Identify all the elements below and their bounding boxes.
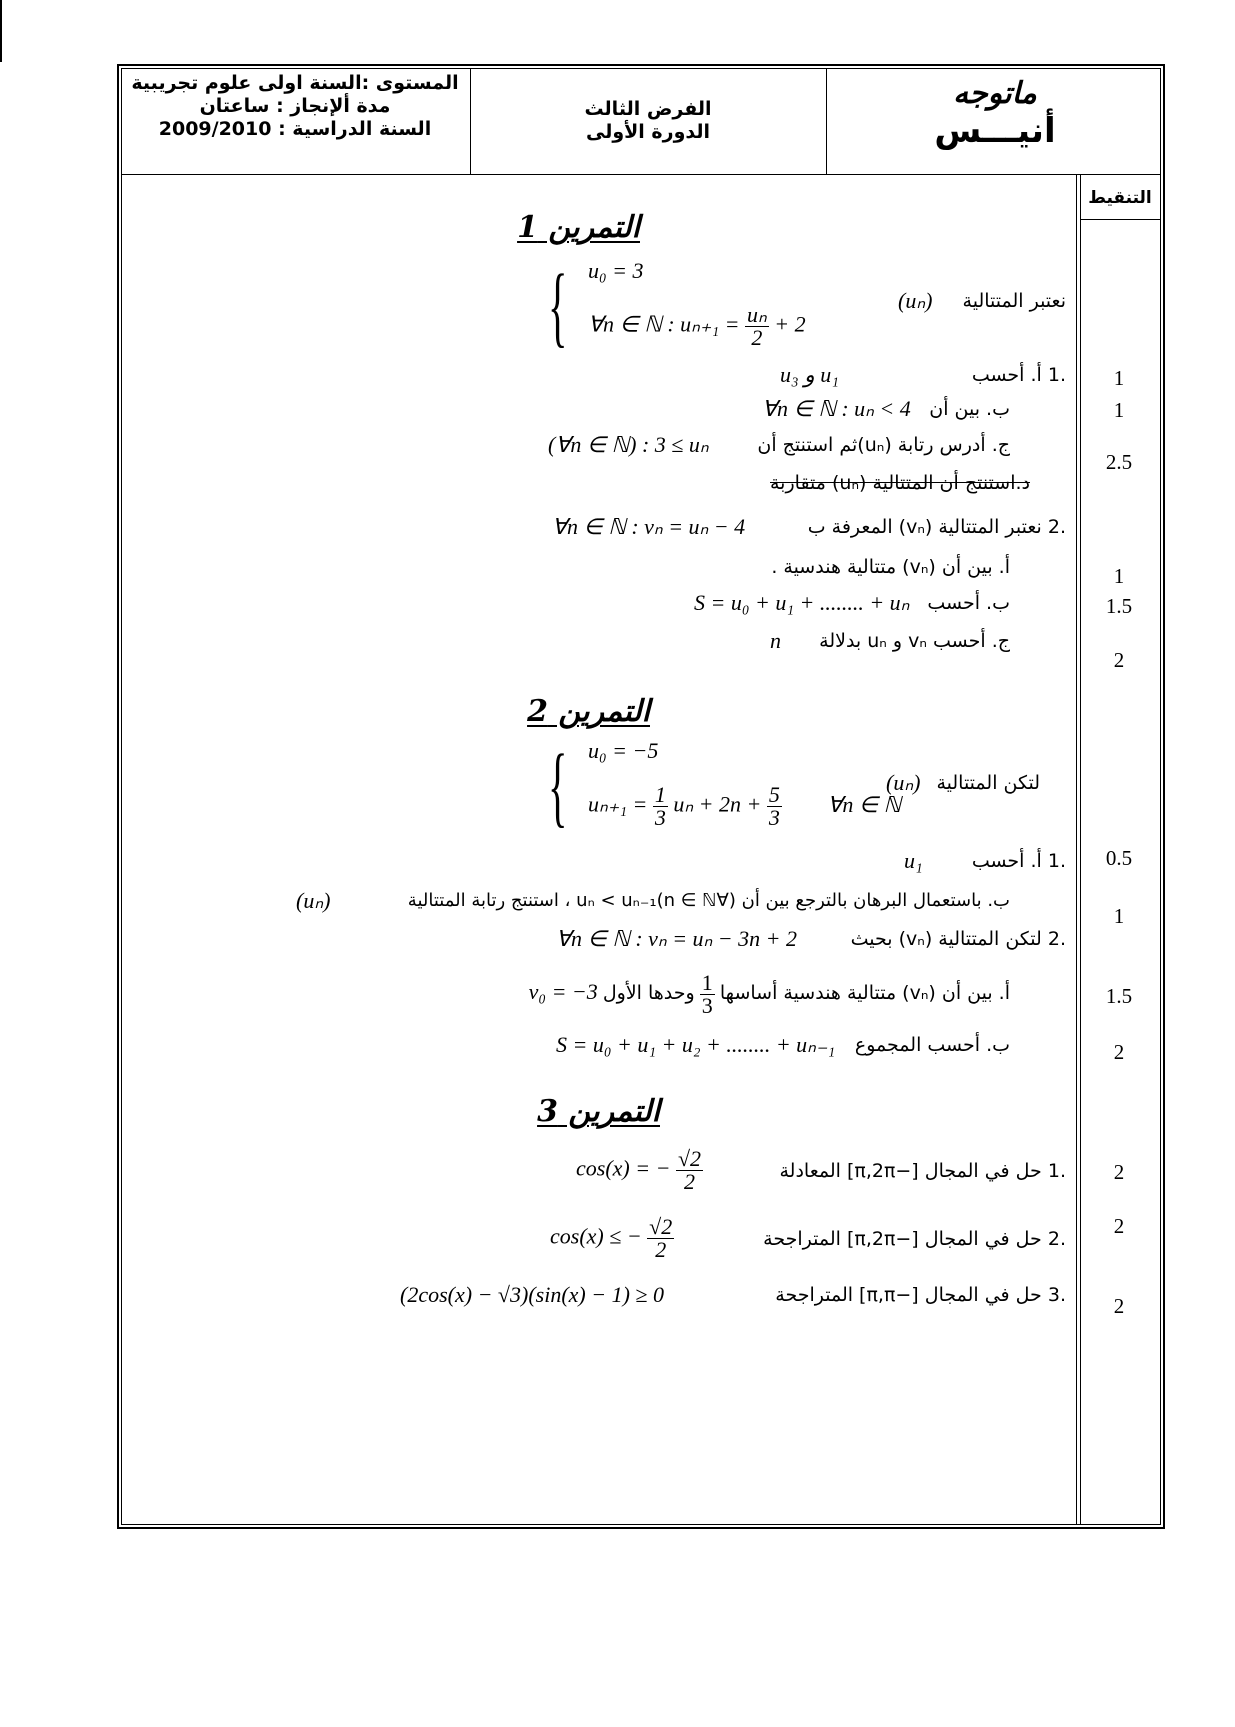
points-ex2-q1a: 0.5	[1105, 846, 1133, 870]
fraction-numerator: √2	[677, 1146, 702, 1171]
grading-column-label: التنقيط	[1088, 188, 1152, 208]
ex1-q1a-text: .1 أ. أحسب	[971, 364, 1066, 386]
ex2-system-fraction-1	[653, 784, 668, 829]
ex2-system-line2	[588, 784, 901, 829]
ex1-q1a-math: u₃ و u₁	[780, 362, 839, 387]
fraction-denominator: 3	[654, 805, 666, 830]
ex1-system-line2-rhs: + 2	[774, 311, 806, 337]
points-ex1-q2a: 1	[1113, 564, 1125, 588]
ex1-q2c-text: ج. أحسب vₙ و uₙ بدلالة	[819, 630, 1010, 652]
level-text: المستوى :السنة اولى علوم تجريبية	[131, 72, 459, 94]
ex3-q2-lhs: cos(x) ≤ −	[550, 1223, 642, 1249]
ex1-system-line1: u₀ = 3	[588, 258, 644, 283]
ex2-intro-text: لتكن المتتالية	[936, 772, 1040, 794]
ex1-system-fraction	[745, 304, 769, 349]
ex2-q1b-text: ب. باستعمال البرهان بالترجع بين أن (∀n ∈ ℕ)uₙ < uₙ₋₁ ، استنتج رتابة المتتالية	[407, 890, 1010, 911]
ex2-intro-sequence: (uₙ)	[886, 770, 921, 795]
ex3-q1-text: .1 حل في المجال [−π,2π] المعادلة	[779, 1160, 1066, 1182]
ex2-system-line2-lhs: uₙ₊₁ =	[588, 791, 648, 817]
points-ex1-q1a: 1	[1113, 366, 1125, 390]
ex2-system-line1: u₀ = −5	[588, 738, 659, 763]
ex1-q2b-text: ب. أحسب	[927, 592, 1010, 614]
ex2-system-brace: {	[548, 737, 568, 836]
points-ex2-q2a: 1.5	[1105, 984, 1133, 1008]
header-info-block	[125, 72, 465, 141]
ex1-intro-sequence: (uₙ)	[898, 288, 933, 313]
header-divider	[121, 174, 1161, 175]
exercise-1-title: التمرين 1	[517, 210, 640, 245]
ex1-q2c-math: n	[770, 628, 781, 653]
fraction-denominator: 2	[655, 1237, 667, 1262]
points-ex1-q1c: 2.5	[1105, 450, 1133, 474]
ex2-q2-math: ∀n ∈ ℕ : vₙ = uₙ − 3n + 2	[556, 926, 797, 951]
ex2-q2a-math: v₀ = −3	[528, 979, 598, 1004]
teacher-block	[830, 76, 1160, 151]
grading-column-divider-inner	[1080, 174, 1081, 1525]
ex3-q3-text: .3 حل في المجال [−π,π] المتراجحة	[775, 1284, 1066, 1306]
ex1-q1d-text-struck: د.استنتج أن المتتالية (uₙ) متقاربة	[770, 472, 1030, 494]
ex1-intro-text: نعتبر المتتالية	[962, 290, 1066, 312]
exam-title-block	[475, 98, 821, 144]
fraction-denominator: 3	[768, 805, 780, 830]
session-text: الدورة الأولى	[585, 121, 711, 143]
ex1-q2b-math: S = u₀ + u₁ + ........ + uₙ	[694, 590, 910, 615]
ex1-q2a-text: أ. بين أن (vₙ) متتالية هندسية .	[771, 556, 1010, 578]
school-year-text: السنة الدراسية : 2009/2010	[158, 118, 432, 140]
ex3-q1-fraction	[676, 1148, 703, 1193]
ex2-system-line2-mid: uₙ + 2n +	[673, 791, 762, 817]
ex2-q2b-math: S = u₀ + u₁ + u₂ + ........ + uₙ₋₁	[556, 1032, 836, 1057]
ex1-q1c-text: ج. أدرس رتابة (uₙ)ثم استنتج أن	[757, 434, 1010, 456]
points-ex2-q2b: 2	[1113, 1040, 1125, 1064]
fraction-numerator: √2	[649, 1214, 673, 1239]
header-divider-right	[826, 68, 827, 174]
ex3-q1-math	[576, 1148, 703, 1193]
header-divider-left	[470, 68, 471, 174]
ex2-system-fraction-2	[767, 784, 782, 829]
points-ex1-q1b: 1	[1113, 398, 1125, 422]
teacher-first-name: ماتوجه	[953, 76, 1037, 111]
grading-header-divider	[1080, 219, 1161, 220]
ex2-q1b-math: (uₙ)	[296, 888, 331, 913]
ex2-q1a-text: .1 أ. أحسب	[971, 850, 1066, 872]
ex1-system-brace: {	[548, 257, 568, 356]
ex1-system-line2	[588, 304, 806, 349]
ex3-q2-math	[550, 1216, 674, 1261]
ex2-q2a-text-a: أ. بين أن (vₙ) متتالية هندسية أساسها	[719, 982, 1010, 1004]
fraction-numerator: 1	[654, 782, 666, 807]
ex1-q2-text: .2 نعتبر المتتالية (vₙ) المعرفة ب	[807, 516, 1066, 538]
ex3-q3-math: (2cos(x) − √3)(sin(x) − 1) ≥ 0	[400, 1282, 664, 1307]
points-ex2-q1b: 1	[1113, 904, 1125, 928]
ex2-q1a-math: u₁	[904, 848, 923, 873]
ex1-q1b-text: ب. بين أن	[929, 398, 1010, 420]
duration-text: مدة ألإنجاز : ساعتان	[199, 95, 391, 117]
fraction-numerator: uₙ	[747, 302, 767, 327]
ex1-q1b-math: ∀n ∈ ℕ : uₙ < 4	[762, 396, 911, 421]
ex2-q2a-fraction	[700, 972, 715, 1017]
points-ex1-q2b: 1.5	[1105, 594, 1133, 618]
ex2-system-quantifier: ∀n ∈ ℕ	[827, 791, 902, 817]
points-ex3-q2: 2	[1113, 1214, 1125, 1238]
points-ex1-q2c: 2	[1113, 648, 1125, 672]
page-edge-mark	[0, 0, 2, 62]
ex1-q1c-math: (∀n ∈ ℕ) : 3 ≤ uₙ	[548, 432, 709, 457]
grading-column-divider	[1076, 174, 1077, 1525]
ex1-q2-math: ∀n ∈ ℕ : vₙ = uₙ − 4	[552, 514, 746, 539]
exercise-3-title: التمرين 3	[537, 1094, 660, 1129]
ex3-q2-text: .2 حل في المجال [−π,2π] المتراجحة	[763, 1228, 1066, 1250]
fraction-numerator: 1	[701, 970, 713, 995]
teacher-last-name: أنيـــس	[934, 111, 1056, 151]
ex2-q2b-text: ب. أحسب المجموع	[854, 1034, 1010, 1056]
ex1-system-line2-lhs: ∀n ∈ ℕ : uₙ₊₁ =	[588, 311, 740, 337]
ex3-q1-lhs: cos(x) = −	[576, 1155, 671, 1181]
ex2-q2-text: .2 لتكن المتتالية (vₙ) بحيث	[850, 928, 1066, 950]
fraction-numerator: 5	[768, 782, 780, 807]
ex2-q2a-line	[488, 972, 1010, 1017]
fraction-denominator: 3	[701, 993, 713, 1018]
fraction-denominator: 2	[683, 1169, 695, 1194]
fraction-denominator: 2	[751, 325, 763, 350]
exercise-2-title: التمرين 2	[527, 694, 650, 729]
points-ex3-q3: 2	[1113, 1294, 1125, 1318]
ex3-q2-fraction	[647, 1216, 674, 1261]
points-ex3-q1: 2	[1113, 1160, 1125, 1184]
exam-title: الفرض الثالث	[584, 98, 712, 120]
ex2-q2a-text-b: وحدها الأول	[602, 982, 695, 1004]
